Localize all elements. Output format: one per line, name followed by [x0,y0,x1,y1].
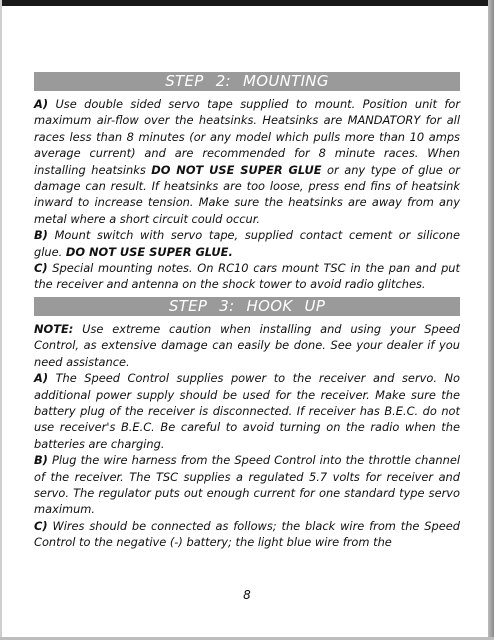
step3-paragraph-a [34,370,460,452]
step2-a-label: A) [34,97,49,111]
step3-note [34,321,460,370]
step3-paragraph-b [34,452,460,518]
step3-header: STEP 3: HOOK UP [34,297,460,316]
right-scan-edge [488,0,494,640]
step2-b-warning: DO NOT USE SUPER GLUE. [65,244,233,259]
left-scan-edge [0,0,2,640]
step2-a-warning: DO NOT USE SUPER GLUE [151,162,322,177]
step2-paragraph-c [34,260,460,293]
step3-note-label: NOTE: [34,321,74,336]
step2-b-label: B) [34,228,48,243]
step3-b-label: B) [34,453,48,468]
step2-c-label: C) [34,261,48,276]
top-scan-edge [0,0,494,6]
page-number: 8 [243,588,251,602]
step2-header: STEP 2: MOUNTING [34,72,460,91]
manual-page [34,72,460,551]
step3-c-text: Wires should be connected as follows; the black wire from the Speed Control to the negative (-) battery; the light blue wire from the [34,518,460,550]
step2-paragraph-b [34,227,460,260]
step3-paragraph-c [34,518,460,551]
step3-a-text: The Speed Control supplies power to the receiver and servo. No additional power supply should be used for the receiver. Make sure the battery plug of the receiver is disconnected. If receiver has B.E.C. do not use receiver's B.E.C. Be careful to avoid turning on the radio when the batteries are charging. [34,371,460,451]
step2-a-text-1: Use double sided servo tape supplied to mount. Position unit for maximum air-flow over the heatsinks. Heatsinks are MANDATORY for all races less than 8 minutes (or any model which pulls more than 10 amps average current) and are recommended for 8 minute races. When installing heatsinks [34,97,460,177]
step2-b-text: Mount switch with servo tape, supplied contact cement or silicone glue. [34,228,460,259]
step3-note-text: Use extreme caution when installing and using your Speed Control, as extensive damage can easily be done. See your dealer if you need assistance. [34,321,460,369]
step3-a-label: A) [34,371,49,386]
step3-c-label: C) [34,518,48,533]
step2-a-text-2: or any type of glue or damage can result. If heatsinks are too loose, press end fins of heatsink inward to increase tension. Make sure the heatsinks are away from any metal where a short circuit could occur. [34,162,460,226]
step2-c-text: Special mounting notes. On RC10 cars mount TSC in the pan and put the receiver and antenna on the shock tower to avoid radio glitches. [34,261,460,292]
step2-paragraph-a [34,96,460,227]
step3-b-text: Plug the wire harness from the Speed Control into the throttle channel of the receiver. The TSC supplies a regulated 5.7 volts for receiver and servo. The regulator puts out enough current for one standard type servo maximum. [34,453,460,517]
